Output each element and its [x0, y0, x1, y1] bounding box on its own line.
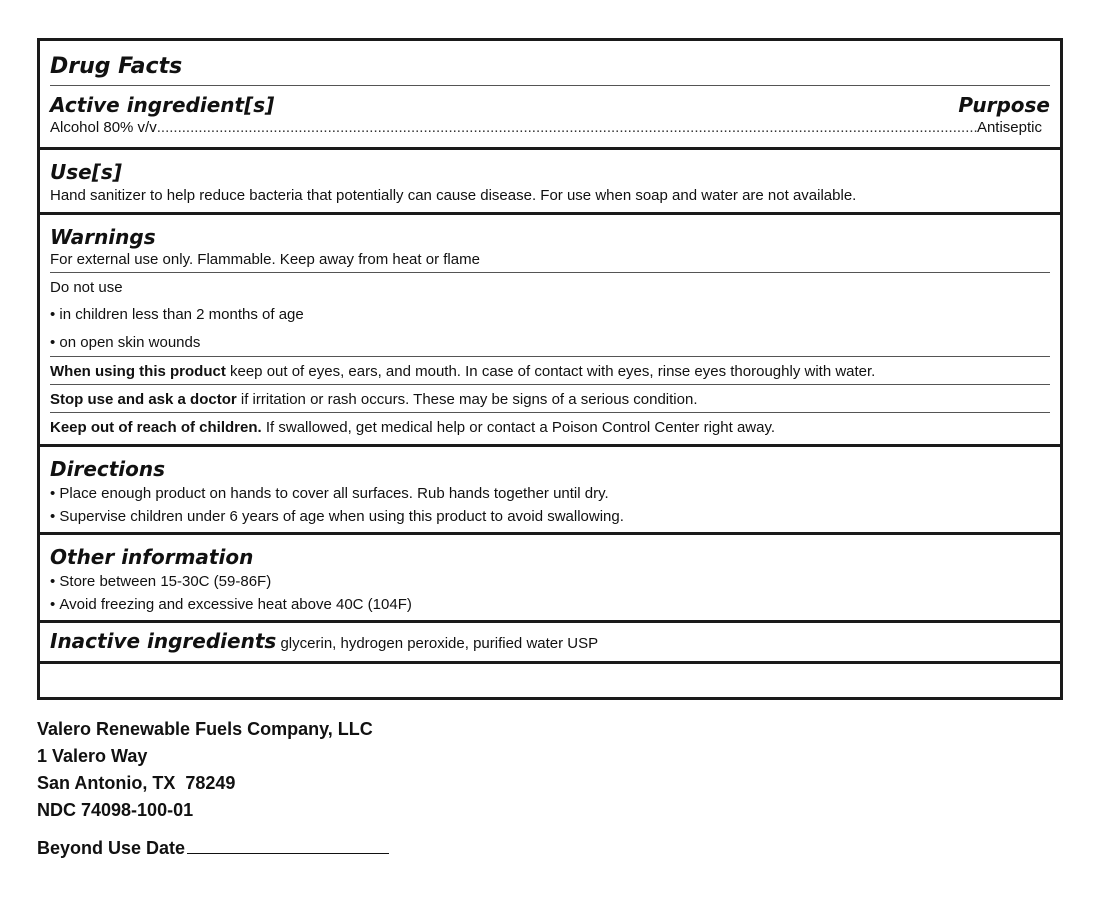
ndc-number: NDC 74098-100-01 — [37, 800, 194, 820]
warnings-heading: Warnings — [50, 225, 156, 249]
inactive-ingredients-row — [50, 623, 1050, 653]
active-ingredient-section — [40, 41, 1060, 150]
active-ingredient-heading: Active ingredient[s] — [50, 93, 275, 117]
when-using-row — [50, 356, 1050, 384]
active-ingredient-value: Alcohol 80% v/v — [50, 119, 157, 136]
other-information-item: • Store between 15-30C (59-86F) — [50, 570, 1050, 593]
purpose-value: Antiseptic — [976, 119, 1042, 136]
when-using-label: When using this product — [50, 363, 226, 380]
leader-dots — [157, 118, 977, 137]
inactive-ingredients-heading: Inactive ingredients — [50, 629, 277, 653]
uses-section — [40, 150, 1060, 215]
uses-text: Hand sanitizer to help reduce bacteria that potentially can cause disease. For use when soap and water are not available. — [50, 187, 857, 204]
directions-section — [40, 447, 1060, 535]
keep-out-label: Keep out of reach of children. — [50, 419, 262, 436]
keep-out-text: If swallowed, get medical help or contact a Poison Control Center right away. — [261, 419, 776, 436]
do-not-use-item: • in children less than 2 months of age — [50, 300, 1050, 328]
do-not-use-heading: Do not use — [50, 272, 1050, 300]
company-block — [37, 716, 373, 824]
do-not-use-item: • on open skin wounds — [50, 328, 1050, 356]
stop-use-text: if irritation or rash occurs. These may be signs of a serious condition. — [236, 391, 698, 408]
drug-facts-title: Drug Facts — [50, 54, 183, 79]
beyond-use-date — [37, 835, 389, 860]
uses-heading: Use[s] — [50, 160, 122, 184]
empty-section — [40, 664, 1060, 697]
directions-heading: Directions — [50, 457, 166, 481]
company-address-line1: 1 Valero Way — [37, 746, 148, 766]
beyond-use-date-label: Beyond Use Date — [37, 838, 186, 858]
external-use-warning: For external use only. Flammable. Keep away from heat or flame — [50, 251, 480, 268]
inactive-ingredients-section — [40, 623, 1060, 664]
directions-item: • Place enough product on hands to cover all surfaces. Rub hands together until dry. — [50, 482, 1050, 505]
active-ingredient-row — [50, 118, 1050, 137]
keep-out-row — [50, 412, 1050, 440]
beyond-use-date-blank — [187, 835, 389, 854]
stop-use-row — [50, 384, 1050, 412]
directions-item: • Supervise children under 6 years of age when using this product to avoid swallowing. — [50, 505, 1050, 528]
other-information-section — [40, 535, 1060, 623]
other-information-heading: Other information — [50, 545, 254, 569]
inactive-ingredients-text: glycerin, hydrogen peroxide, purified water USP — [280, 635, 599, 652]
stop-use-label: Stop use and ask a doctor — [50, 391, 237, 408]
purpose-heading: Purpose — [958, 93, 1050, 117]
drug-facts-panel — [37, 38, 1063, 700]
company-name: Valero Renewable Fuels Company, LLC — [37, 719, 373, 739]
warnings-section — [40, 215, 1060, 447]
when-using-text: keep out of eyes, ears, and mouth. In case of contact with eyes, rinse eyes thoroughly with water. — [225, 363, 876, 380]
other-information-item: • Avoid freezing and excessive heat above 40C (104F) — [50, 593, 1050, 616]
company-address-line2: San Antonio, TX 78249 — [37, 773, 236, 793]
